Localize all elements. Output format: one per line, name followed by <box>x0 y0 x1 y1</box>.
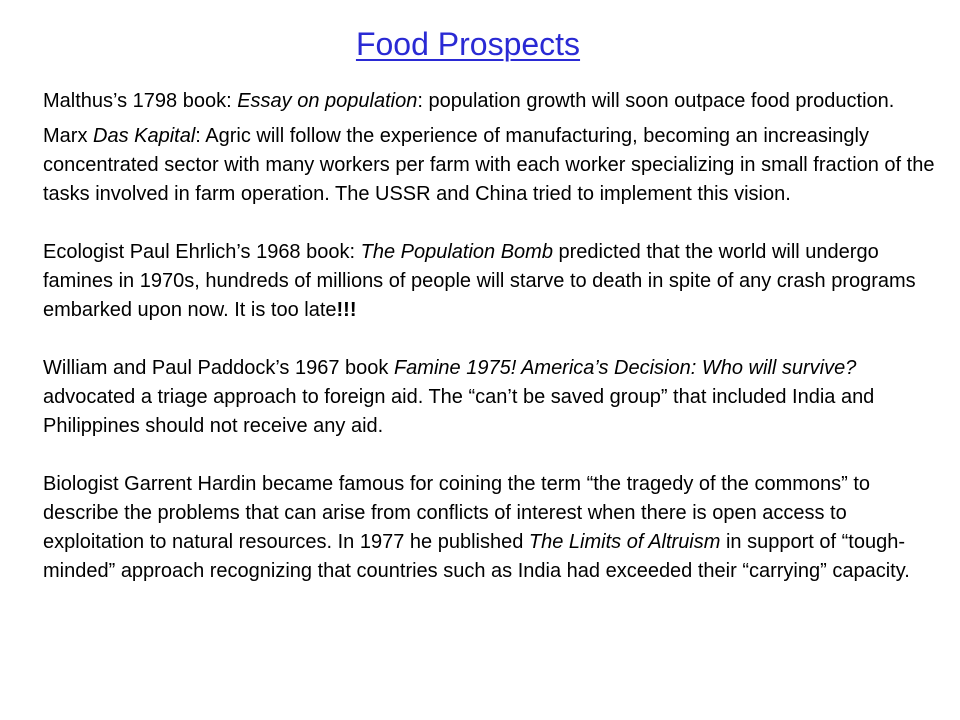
paragraph-hardin <box>43 470 943 586</box>
text-run: Biologist Garrent Hardin became famous for coining the term “the tragedy of the commons” to describe the problems that can arise from conflicts of interest when there is open access to exploitation to natural resources. In 1977 he published <box>43 473 871 553</box>
emphasis: !!! <box>336 299 357 321</box>
slide-title: Food Prospects <box>355 26 581 62</box>
text-run: Ecologist Paul Ehrlich’s 1968 book: <box>43 241 361 263</box>
text-run: Malthus’s 1798 book: <box>43 90 238 112</box>
book-title: Essay on population <box>237 90 418 112</box>
book-title: The Limits of Altruism <box>528 531 721 553</box>
book-title: The Population Bomb <box>360 241 553 263</box>
text-run: William and Paul Paddock’s 1967 book <box>43 357 394 379</box>
text-run: Marx <box>43 125 93 147</box>
book-title: Das Kapital <box>93 125 196 147</box>
text-run: in support of “tough-minded” approach recognizing that countries such as India had exceeded their “carrying” capacity. <box>43 531 910 582</box>
paragraph-malthus <box>43 87 943 116</box>
text-run: : population growth will soon outpace food production. <box>417 90 895 112</box>
paragraph-ehrlich <box>43 238 943 325</box>
text-run: advocated a triage approach to foreign aid. The “can’t be saved group” that included India and Philippines should not receive any aid. <box>43 386 875 437</box>
text-run: : Agric will follow the experience of manufacturing, becoming an increasingly concentrated sector with many workers per farm with each worker specializing in small fraction of the tasks involved in farm operation. The USSR and China tried to implement this vision. <box>43 125 935 205</box>
paragraph-paddock <box>43 354 943 441</box>
text-run: predicted that the world will undergo famines in 1970s, hundreds of millions of people will starve to death in spite of any crash programs embarked upon now. It is too late <box>43 241 916 321</box>
book-title: Famine 1975! America’s Decision: Who will survive? <box>393 357 857 379</box>
paragraph-marx <box>43 122 943 209</box>
slide-body <box>43 87 943 586</box>
